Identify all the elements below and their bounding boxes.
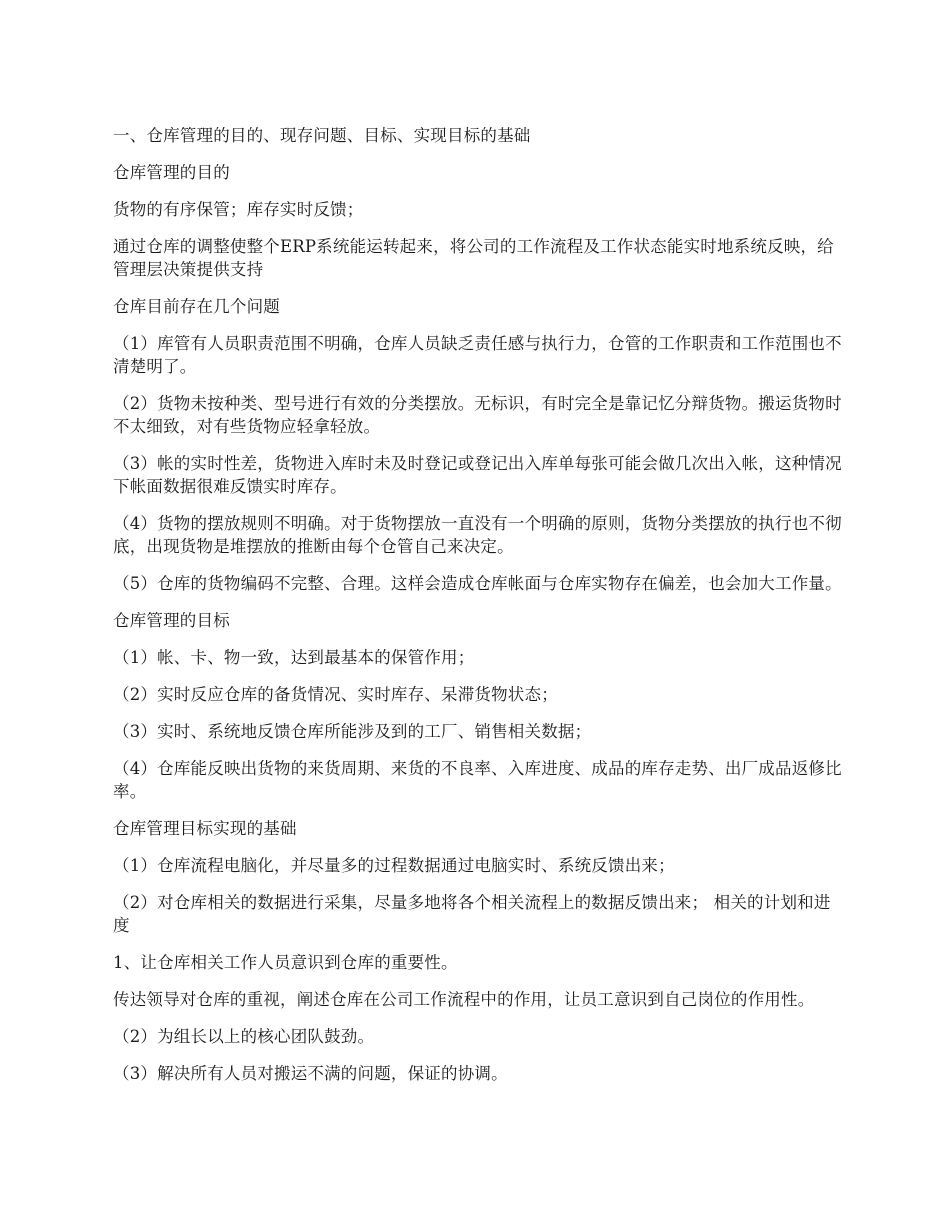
- list-item: （1）仓库流程电脑化，并尽量多的过程数据通过电脑实时、系统反馈出来；: [113, 856, 675, 875]
- list-item: （1）帐、卡、物一致，达到最基本的保管作用；: [113, 648, 475, 667]
- subheading-goals: 仓库管理的目标: [113, 611, 230, 630]
- list-item: （5）仓库的货物编码不完整、合理。这样会造成仓库帐面与仓库实物存在偏差，也会加大工作量。: [113, 574, 842, 593]
- list-item: （2）货物未按种类、型号进行有效的分类摆放。无标识，有时完全是靠记忆分辩货物。搬运货物时不太细致，对有些货物应轻拿轻放。: [113, 394, 842, 436]
- list-item: 1、让仓库相关工作人员意识到仓库的重要性。: [113, 953, 458, 972]
- list-item: （2）实时反应仓库的备货情况、实时库存、呆滞货物状态；: [113, 685, 558, 704]
- subheading-purpose: 仓库管理的目的: [113, 163, 230, 182]
- paragraph: 传达领导对仓库的重视，阐述仓库在公司工作流程中的作用，让员工意识到自己岗位的作用性。: [113, 990, 815, 1009]
- list-item: （3）解决所有人员对搬运不满的问题，保证的协调。: [113, 1064, 508, 1083]
- section-heading: 一、仓库管理的目的、现存问题、目标、实现目标的基础: [113, 126, 531, 145]
- paragraph: 货物的有序保管；库存实时反馈；: [113, 200, 364, 219]
- list-item: （3）帐的实时性差，货物进入库时未及时登记或登记出入库单每张可能会做几次出入帐，这种情况下帐面数据很难反馈实时库存。: [113, 454, 842, 496]
- list-item: （4）货物的摆放规则不明确。对于货物摆放一直没有一个明确的原则，货物分类摆放的执行也不彻底，出现货物是堆摆放的推断由每个仓管自己来决定。: [113, 514, 842, 556]
- document-body: [113, 124, 843, 1099]
- list-item: （1）库管有人员职责范围不明确，仓库人员缺乏责任感与执行力，仓管的工作职责和工作范围也不清楚明了。: [113, 334, 842, 376]
- list-item: （4）仓库能反映出货物的来货周期、来货的不良率、入库进度、成品的库存走势、出厂成品返修比率。: [113, 759, 842, 801]
- subheading-problems: 仓库目前存在几个问题: [113, 297, 280, 316]
- list-item: （2）对仓库相关的数据进行采集，尽量多地将各个相关流程上的数据反馈出来； 相关的计划和进度: [113, 893, 831, 935]
- subheading-foundation: 仓库管理目标实现的基础: [113, 819, 297, 838]
- paragraph: 通过仓库的调整使整个ERP系统能运转起来，将公司的工作流程及工作状态能实时地系统反映，给管理层决策提供支持: [113, 237, 834, 279]
- list-item: （2）为组长以上的核心团队鼓劲。: [113, 1027, 375, 1046]
- list-item: （3）实时、系统地反馈仓库所能涉及到的工厂、销售相关数据；: [113, 722, 592, 741]
